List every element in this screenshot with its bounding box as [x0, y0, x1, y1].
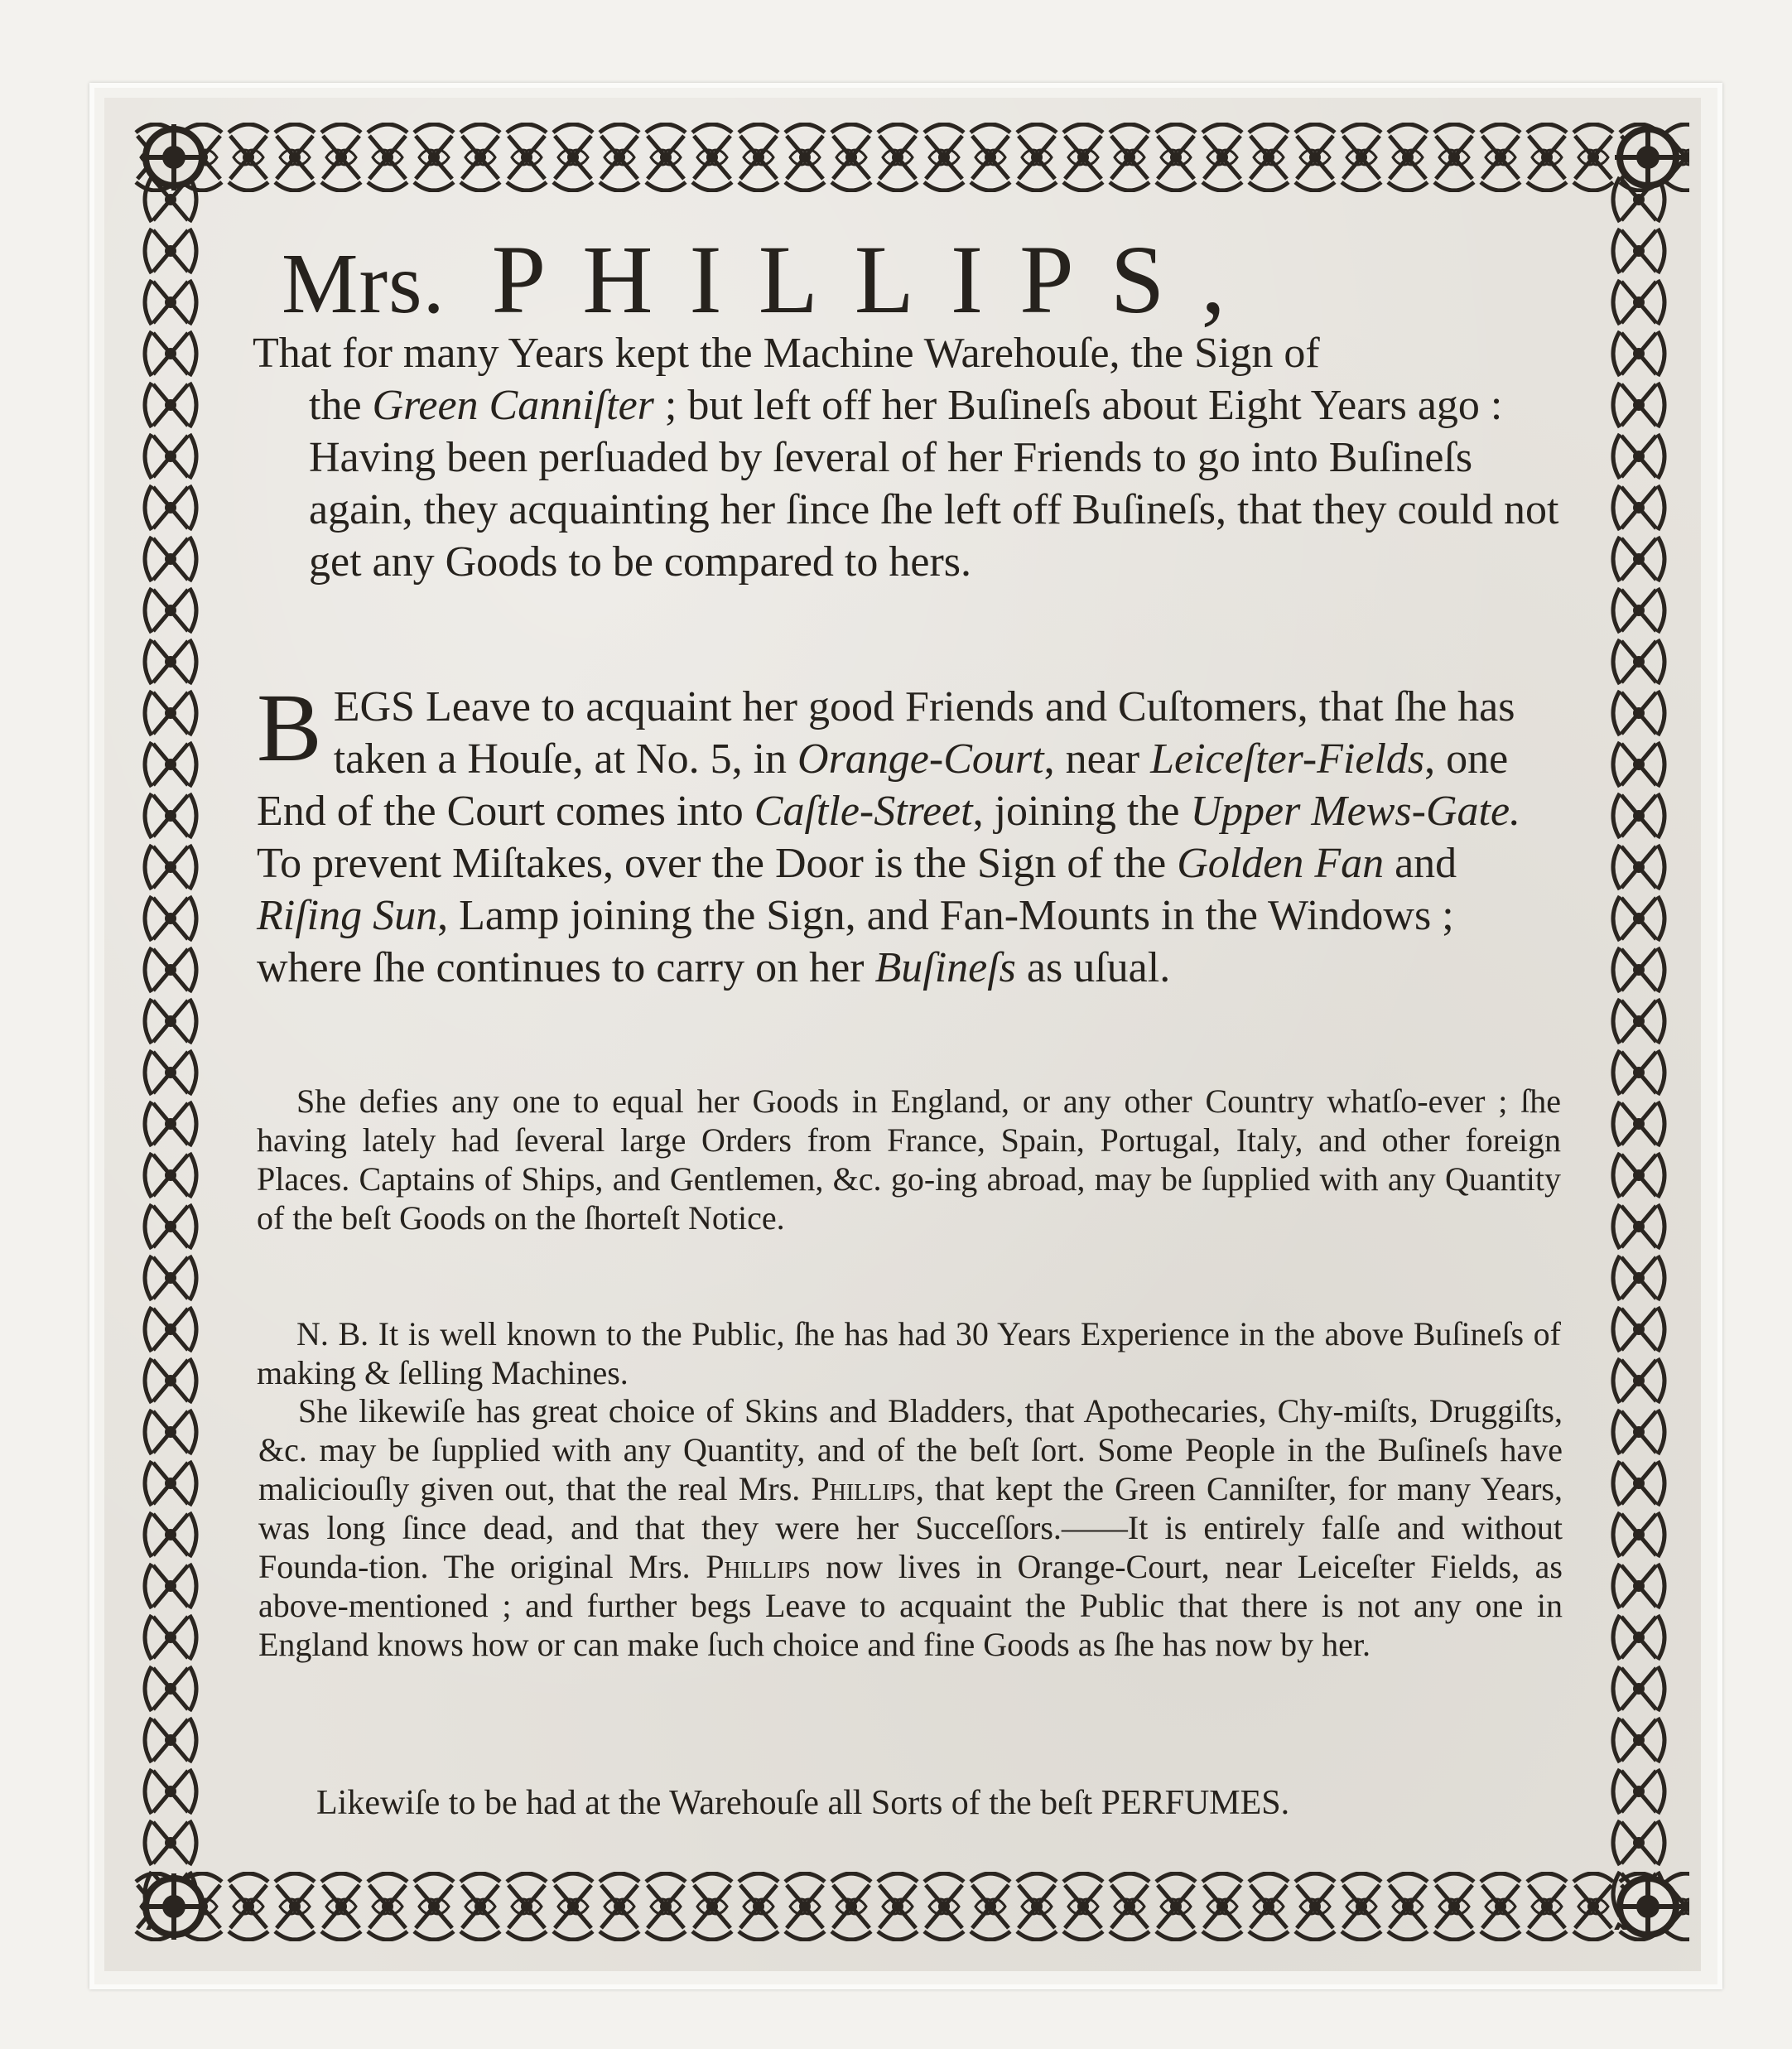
- intro-paragraph: [253, 327, 1561, 588]
- title-name: PHILLIPS,: [491, 225, 1262, 334]
- skins-text: She likewiſe has great choice of Skins and Bladders, that Apothecaries, Chy-miſts, Druggiſts, &c. may be ſupplied with any Quantity, and of the beſt ſort. Some People in the Buſineſs have maliciouſly given out, that the real Mrs.: [258, 1392, 1563, 1507]
- nb-paragraph: N. B. It is well known to the Public, ſhe has had 30 Years Experience in the above Buſineſs of making & ſelling Machines.: [257, 1315, 1561, 1391]
- intro-text: the: [309, 382, 373, 429]
- corner-rosette-icon: [1607, 1865, 1689, 1948]
- announcement-text: , near: [1043, 735, 1151, 783]
- announcement-text: To prevent Miſtakes, over the Door is the Sign of the: [257, 840, 1178, 887]
- announcement-italic: Orange-Court: [797, 735, 1044, 783]
- intro-body: [253, 379, 1561, 588]
- ornament-border-top: [132, 116, 1689, 199]
- announcement-italic: Leiceſter-Fields: [1150, 735, 1425, 783]
- intro-first-line: That for many Years kept the Machine Warehouſe, the Sign of: [253, 330, 1320, 377]
- ornament-border-left: [137, 174, 205, 1930]
- announcement-text: as uſual.: [1015, 944, 1171, 991]
- announcement-text: , joining the: [972, 788, 1191, 835]
- skins-name: Phillips: [706, 1548, 811, 1585]
- intro-text: ; but left off her Buſineſs about Eight Years ago : Having been perſuaded by ſeveral of her Friends to go into Buſineſs again, they acquainting her ſince ſhe left off Buſineſs, that they could not get any Goods to be compared to hers.: [309, 382, 1559, 586]
- skins-paragraph: [258, 1391, 1563, 1664]
- announcement-italic: Upper Mews-Gate.: [1190, 788, 1521, 835]
- drop-cap: B: [257, 673, 322, 782]
- skins-text: now lives in Orange-Court, near Leiceſter Fields, as above-mentioned ; and further begs Leave to acquaint the Public that there is not any one in England knows how or can make ſuch choice and fine Goods as ſhe has now by her.: [258, 1548, 1563, 1663]
- announcement-text: , one End of the Court comes into: [257, 735, 1509, 835]
- ornament-border-bottom: [132, 1865, 1689, 1948]
- ornament-border-right: [1605, 174, 1673, 1930]
- skins-name: Phillips: [811, 1470, 916, 1507]
- announcement-italic: Caſtle-Street: [754, 788, 973, 835]
- announcement-italic: Buſineſs: [874, 944, 1016, 991]
- announcement-text: and: [1384, 840, 1457, 887]
- perfumes-paragraph: Likewiſe to be had at the Warehouſe all Sorts of the beſt PERFUMES.: [316, 1784, 1290, 1822]
- announcement-text: , Lamp joining the Sign, and Fan-Mounts in the Windows ; where ſhe continues to carry on her: [257, 892, 1454, 991]
- announcement-text: EGS Leave to acquaint her good Friends and Cuſtomers, that ſhe has taken a Houſe, at No. 5, in: [333, 683, 1515, 783]
- announcement-italic: Golden Fan: [1177, 840, 1385, 887]
- skins-text: , that kept the Green Canniſter, for many Years, was long ſince dead, and that they were her Succeſſors.——It is entirely falſe and without Founda-tion. The original Mrs.: [258, 1470, 1563, 1585]
- defies-paragraph: She defies any one to equal her Goods in England, or any other Country whatſo-ever ; ſhe having lately had ſeveral large Orders from France, Spain, Portugal, Italy, and other foreign Places. Captains of Ships, and Gentlemen, &c. go-ing abroad, may be ſupplied with any Quantity of the beſt Goods on the ſhorteſt Notice.: [257, 1082, 1561, 1237]
- intro-italic: Green Canniſter: [372, 382, 654, 429]
- announcement-italic: Riſing Sun: [257, 892, 438, 939]
- corner-rosette-icon: [1607, 116, 1689, 199]
- corner-rosette-icon: [132, 116, 215, 199]
- title-prefix: Mrs.: [282, 236, 446, 331]
- corner-rosette-icon: [132, 1865, 215, 1948]
- announcement-paragraph: [257, 673, 1561, 994]
